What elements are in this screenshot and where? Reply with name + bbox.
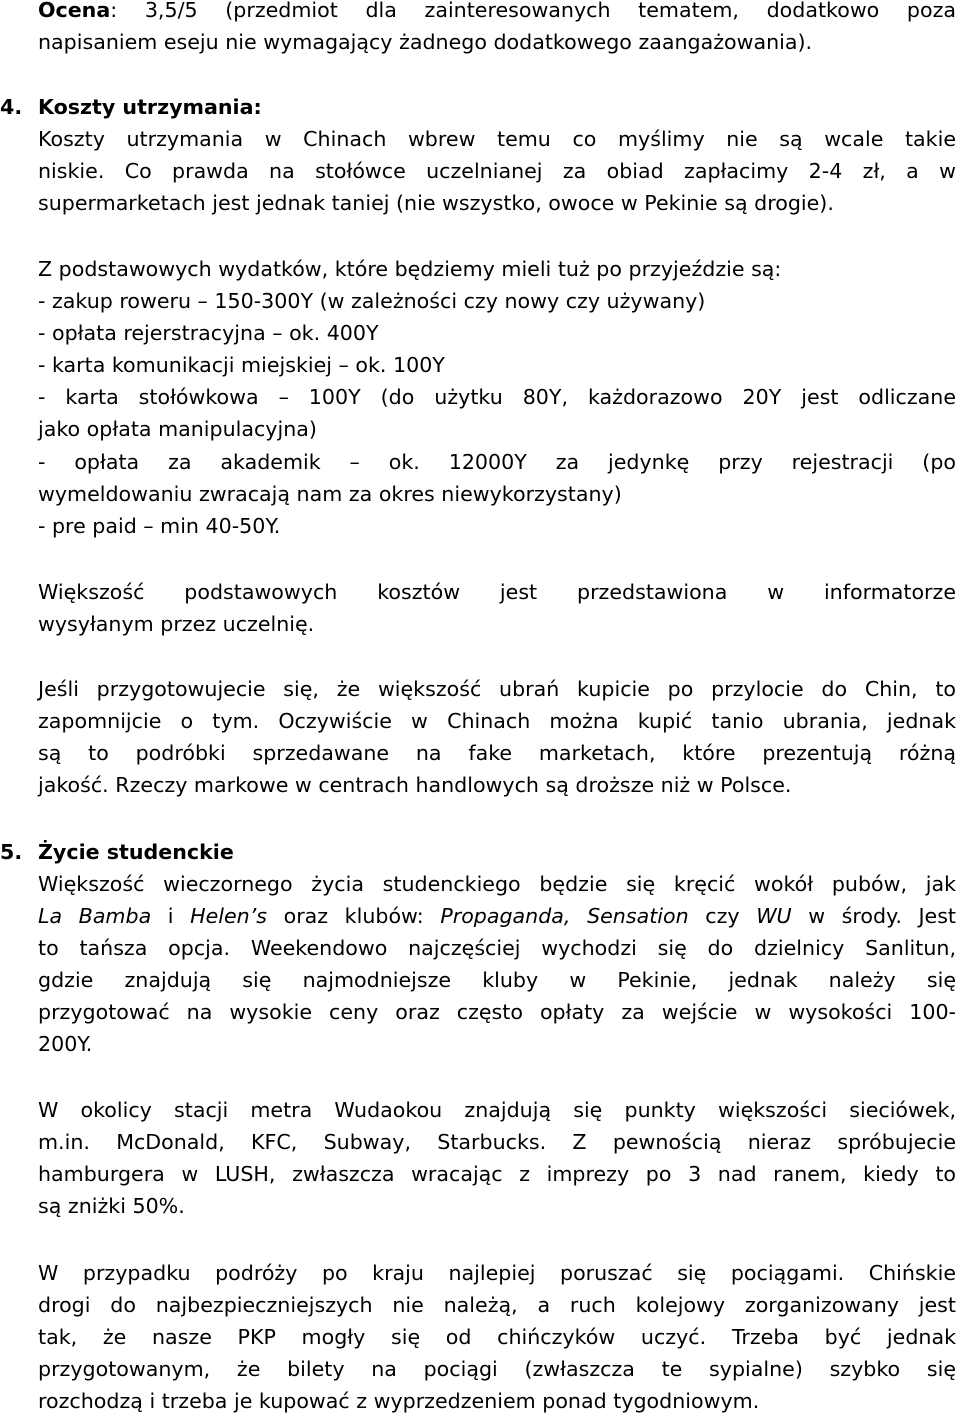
- ocena-line: [38, 0, 956, 26]
- paragraph-line: wysyłanym przez uczelnię.: [38, 612, 315, 636]
- paragraph-line: drogi do najbezpieczniejszych nie należą, a ruch kolejowy zorganizowany jest: [38, 1293, 956, 1317]
- list-item: - pre paid – min 40-50Y.: [38, 514, 281, 538]
- paragraph-line: hamburgera w LUSH, zwłaszcza wracając z imprezy po 3 nad ranem, kiedy to: [38, 1162, 956, 1186]
- ocena-text: : 3,5/5 (przedmiot dla zainteresowanych tematem, dodatkowo poza: [110, 0, 956, 22]
- list-intro: Z podstawowych wydatków, które będziemy mieli tuż po przyjeździe są:: [38, 257, 782, 281]
- text-fragment: w środy. Jest: [791, 904, 957, 928]
- ocena-line-2: napisaniem eseju nie wymagający żadnego dodatkowego zaangażowania).: [38, 30, 813, 54]
- paragraph-line: przygotowanym, że bilety na pociągi (zwłaszcza te sypialne) szybko się: [38, 1357, 956, 1381]
- paragraph-line: Jeśli przygotowujecie się, że większość ubrań kupicie po przylocie do Chin, to: [38, 677, 956, 701]
- paragraph-line: 200Y.: [38, 1032, 93, 1056]
- paragraph-line: W przypadku podróży po kraju najlepiej poruszać się pociągami. Chińskie: [38, 1261, 956, 1285]
- list-item: - karta komunikacji miejskiej – ok. 100Y: [38, 353, 445, 377]
- paragraph-line: to tańsza opcja. Weekendowo najczęściej wychodzi się do dzielnicy Sanlitun,: [38, 936, 956, 960]
- section-4-heading: [0, 91, 956, 123]
- list-item: - opłata rejerstracyjna – ok. 400Y: [38, 321, 379, 345]
- section-5-number: 5.: [0, 840, 23, 864]
- paragraph-line: są to podróbki sprzedawane na fake marketach, które prezentują różną: [38, 741, 956, 765]
- paragraph-line: Większość podstawowych kosztów jest przedstawiona w informatorze: [38, 580, 956, 604]
- paragraph-line: supermarketach jest jednak taniej (nie wszystko, owoce w Pekinie są drogie).: [38, 191, 834, 215]
- paragraph-line: W okolicy stacji metra Wudaokou znajdują się punkty większości sieciówek,: [38, 1098, 956, 1122]
- paragraph-line-italic-mix: [38, 900, 956, 932]
- paragraph-line: tak, że nasze PKP mogły się od chińczyków uczyć. Trzeba być jednak: [38, 1325, 956, 1349]
- text-fragment: i: [151, 904, 191, 928]
- list-item: - karta stołówkowa – 100Y (do użytku 80Y, każdorazowo 20Y jest odliczane: [38, 385, 956, 409]
- list-item: - opłata za akademik – ok. 12000Y za jedynkę przy rejestracji (po: [38, 450, 956, 474]
- pub-name: La Bamba: [38, 904, 152, 928]
- paragraph-line: m.in. McDonald, KFC, Subway, Starbucks. Z pewnością nieraz spróbujecie: [38, 1130, 956, 1154]
- paragraph-line: jakość. Rzeczy markowe w centrach handlowych są droższe niż w Polsce.: [38, 773, 792, 797]
- paragraph-line: Większość wieczornego życia studenckiego będzie się kręcić wokół pubów, jak: [38, 872, 956, 896]
- section-5-heading: [0, 836, 956, 868]
- list-item: - zakup roweru – 150-300Y (w zależności czy nowy czy używany): [38, 289, 706, 313]
- club-name: WU: [756, 904, 792, 928]
- paragraph-line: gdzie znajdują się najmodniejsze kluby w Pekinie, jednak należy się: [38, 968, 956, 992]
- ocena-label: Ocena: [38, 0, 111, 22]
- section-4-number: 4.: [0, 95, 23, 119]
- pub-name: Helen’s: [190, 904, 267, 928]
- paragraph-line: Koszty utrzymania w Chinach wbrew temu co myślimy nie są wcale takie: [38, 127, 956, 151]
- paragraph-line: przygotować na wysokie ceny oraz często opłaty za wejście w wysokości 100-: [38, 1000, 956, 1024]
- paragraph-line: są zniżki 50%.: [38, 1194, 185, 1218]
- paragraph-line: rozchodzą i trzeba je kupować z wyprzedzeniem ponad tygodniowym.: [38, 1389, 760, 1413]
- list-item: jako opłata manipulacyjna): [38, 417, 317, 441]
- text-fragment: czy: [688, 904, 757, 928]
- paragraph-line: zapomnijcie o tym. Oczywiście w Chinach można kupić tanio ubrania, jednak: [38, 709, 956, 733]
- section-5-title: Życie studenckie: [38, 840, 234, 864]
- club-names: Propaganda, Sensation: [440, 904, 689, 928]
- section-4-title: Koszty utrzymania:: [38, 95, 262, 119]
- paragraph-line: niskie. Co prawda na stołówce uczelnianej za obiad zapłacimy 2-4 zł, a w: [38, 159, 956, 183]
- list-item: wymeldowaniu zwracają nam za okres niewykorzystany): [38, 482, 622, 506]
- text-fragment: oraz klubów:: [267, 904, 441, 928]
